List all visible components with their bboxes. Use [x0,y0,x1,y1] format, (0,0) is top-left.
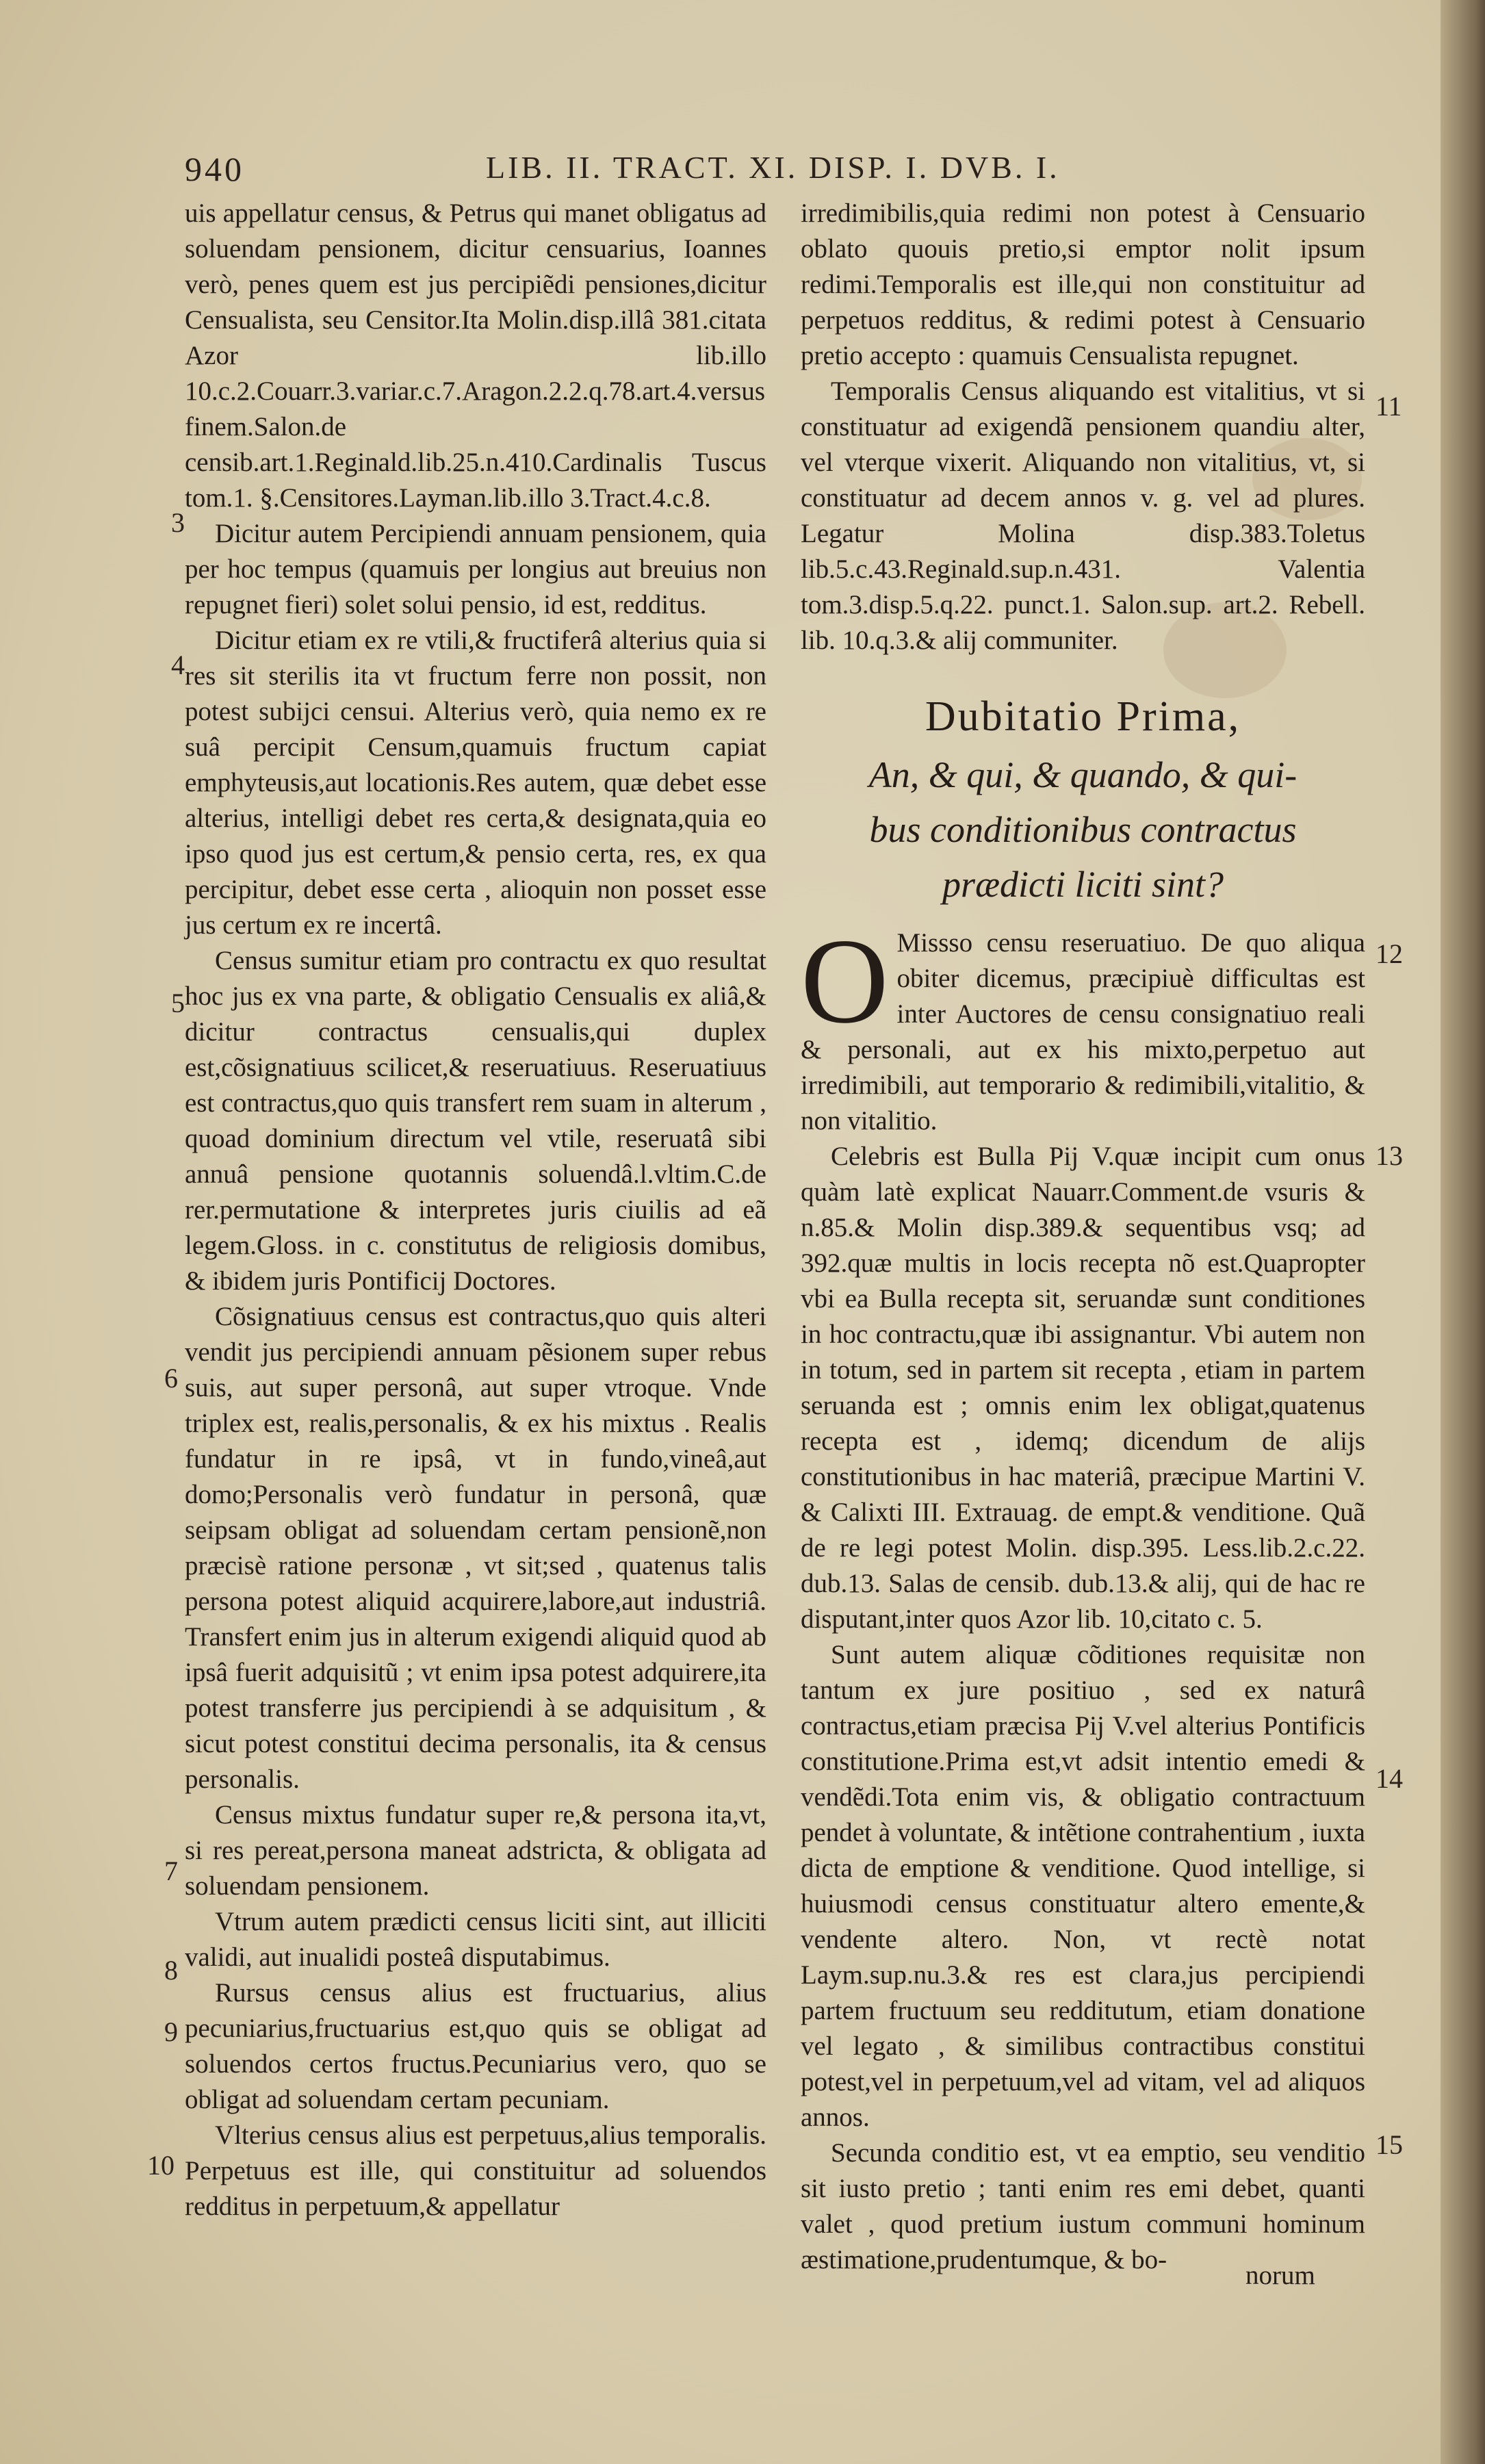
paragraph: Celebris est Bulla Pij V.quæ incipit cum onus quàm latè explicat Nauarr.Comment.de vsuris & n.85.& Molin disp.389.& sequentibus vsq; ad 392.quæ multis in locis recepta nõ est.Quapropter vbi ea Bulla recepta sit, seruandæ sunt conditiones in hoc contractu,quæ ibi assignantur. Vbi autem non in totum, sed in partem sit recepta , etiam in partem seruanda est ; omnis enim lex obligat,quatenus recepta est , idemq; dicendum de alijs constitutionibus in hac materiâ, præcipue Martini V. & Calixti III. Extrauag. de empt.& venditione. Quã de re legi potest Molin. disp.395. Less.lib.2.c.22. dub.13. Salas de censib. dub.13.& alij, qui de hac re disputant,inter quos Azor lib. 10,citato c. 5. [801,1142,1365,1634]
heading-title: Dubitatio Prima, [925,693,1241,740]
heading-subtitle [801,747,1365,912]
page-number: 940 [185,150,244,188]
right-column [801,196,1365,2278]
margin-number: 6 [164,1363,178,1394]
paragraph: uis appellatur census, & Petrus qui manet obligatus ad soluendam pensionem, dicitur censuarius, Ioannes verò, penes quem est jus percipiẽdi pensiones,dicitur Censualista, seu Censitor.Ita Molin.disp.illâ 381.citata Azor lib.illo 10.c.2.Couarr.3.variar.c.7.Aragon.2.2.q.78.art.4.versus finem.Salon.de censib.art.1.Reginald.lib.25.n.410.Cardinalis Tuscus tom.1. §.Censitores.Layman.lib.illo 3.Tract.4.c.8. [185,198,766,513]
margin-number: 11 [1376,391,1402,422]
paragraph: Secunda conditio est, vt ea emptio, seu venditio sit iusto pretio ; tanti enim res emi debet, quanti valet , quod pretium iustum communi hominum æstimatione,prudentumque, & bo- [801,2138,1365,2274]
catchword: norum [1245,2261,1315,2290]
paragraph: Census mixtus fundatur super re,& persona ita,vt, si res pereat,persona maneat adstricta, & obligata ad soluendam pensionem. [185,1800,766,1901]
paragraph: Vtrum autem prædicti census liciti sint, aut illiciti validi, aut inualidi posteâ disputabimus. [185,1907,766,1972]
paragraph: Census sumitur etiam pro contractu ex quo resultat hoc jus ex vna parte, & obligatio Censualis ex aliâ,& dicitur contractus censualis,qui duplex est,cõsignatiuus scilicet,& reseruatiuus. Reseruatiuus est contractus,quo quis transfert rem suam in alterum , quoad dominium directum vel vtile, reseruatâ sibi annuâ pensione quotannis soluendâ.l.vltim.C.de rer.permutatione & interpretes juris ciuilis ad eã legem.Gloss. in c. constitutus de religiosis domibus, & ibidem juris Pontificij Doctores. [185,946,766,1296]
drop-cap: O [801,913,889,1049]
margin-number: 15 [1376,2129,1403,2160]
paragraph-with-dropcap [801,913,1365,1139]
margin-number: 9 [164,2016,178,2047]
heading-subtitle-line: An, & qui, & quando, & qui- [868,754,1297,795]
paragraph: Cõsignatiuus census est contractus,quo quis alteri vendit jus percipiendi annuam pẽsionem super rebus suis, aut super personâ, aut super vtroque. Vnde triplex est, realis,personalis, & ex his mixtus . Realis fundatur in re ipsâ, vt in fundo,vineâ,aut domo;Personalis verò fundatur in personâ, quæ seipsam obligat ad soluendam certam pensionẽ,non præcisè ratione personæ , vt sit;sed , quatenus talis persona potest aliquid acquirere,labore,aut industriâ. Transfert enim jus in alterum exigendi aliquid quod ab ipsâ fuerit adquisitũ ; vt enim ipsa potest adquirere,ita potest transferre jus percipiendi à se adquisitum , & sicut potest constitui decima personalis, ita & census personalis. [185,1302,766,1794]
margin-number: 8 [164,1955,178,1986]
margin-number: 3 [171,507,185,538]
margin-number: 12 [1376,938,1403,969]
paragraph: Vlterius census alius est perpetuus,alius temporalis. Perpetuus est ille, qui constituitur ad soluendos redditus in perpetuum,& appellatur [185,2120,766,2221]
paragraph: Dicitur etiam ex re vtili,& fructiferâ alterius quia si res sit sterilis ita vt fructum ferre non possit, non potest subijci censui. Alterius verò, quia nemo ex re suâ percipit Censum,quamuis fructum capiat emphyteusis,aut locationis.Res autem, quæ debet esse alterius, intelligi debet res certa,& designata,quia eo ipso quod jus est certum,& pensio certa, res, ex qua percipitur, debet esse certa , alioquin non posset esse jus certum ex re incertâ. [185,626,766,940]
heading-subtitle-line: bus conditionibus contractus [869,809,1297,850]
margin-number: 10 [147,2150,175,2181]
margin-number: 7 [164,1856,178,1886]
left-column [185,196,766,2224]
margin-number: 4 [171,650,185,680]
margin-number: 13 [1376,1140,1403,1171]
paragraph: Temporalis Census aliquando est vitalitius, vt si constituatur ad exigendã pensionem quandiu alter, vel vterque vixerit. Aliquando non vitalitius, vt, si constituatur ad decem annos v. g. vel ad plures. Legatur Molina disp.383.Toletus lib.5.c.43.Reginald.sup.n.431. Valentia tom.3.disp.5.q.22. punct.1. Salon.sup. art.2. Rebell. lib. 10.q.3.& alij communiter. [801,376,1365,655]
margin-number: 14 [1376,1763,1403,1794]
running-title: LIB. II. TRACT. XI. DISP. I. DVB. I. [486,150,1060,185]
paragraph: Dicitur autem Percipiendi annuam pensionem, quia per hoc tempus (quamuis per longius aut breuius non repugnet fieri) solet solui pensio, id est, redditus. [185,519,766,619]
running-header [185,145,1362,193]
section-heading [801,686,1365,912]
heading-subtitle-line: prædicti liciti sint? [942,864,1224,905]
paragraph: irredimibilis,quia redimi non potest à Censuario oblato quouis pretio,si emptor nolit ipsum redimi.Temporalis est ille,qui non constituitur ad perpetuos redditus, & redimi potest à Censuario pretio accepto : quamuis Censualista repugnet. [801,198,1365,370]
margin-number: 5 [171,988,185,1018]
paragraph: Rursus census alius est fructuarius, alius pecuniarius,fructuarius est,quo quis se obligat ad soluendos certos fructus.Pecuniarius vero, quo se obligat ad soluendam certam pecuniam. [185,1978,766,2114]
book-gutter-edge [1441,0,1485,2464]
paragraph-text: Missso censu reseruatiuo. De quo aliqua obiter dicemus, præcipiuè difficultas est inter Auctores de censu consignatiuo reali & personali, aut ex his mixto,perpetuo aut irredimibili, aut temporario & redimibili,vitalitio, & non vitalitio. [801,928,1365,1135]
paragraph: Sunt autem aliquæ cõditiones requisitæ non tantum ex jure positiuo , sed ex naturâ contractus,etiam præcisa Pij V.vel alterius Pontificis constitutione.Prima est,vt adsit intentio emedi & vendẽdi.Tota enim vis, & obligatio contractuum pendet à voluntate, & intẽtione contrahentium , iuxta dicta de emptione & venditione. Quod intellige, si huiusmodi census constituatur altero emente,& vendente altero. Non, vt rectè notat Laym.sup.nu.3.& res est clara,jus percipiendi partem fructuum seu redditutum, etiam donatione vel legato , & similibus contractibus constitui potest,vel in perpetuum,vel ad vitam, vel ad aliquos annos. [801,1640,1365,2132]
